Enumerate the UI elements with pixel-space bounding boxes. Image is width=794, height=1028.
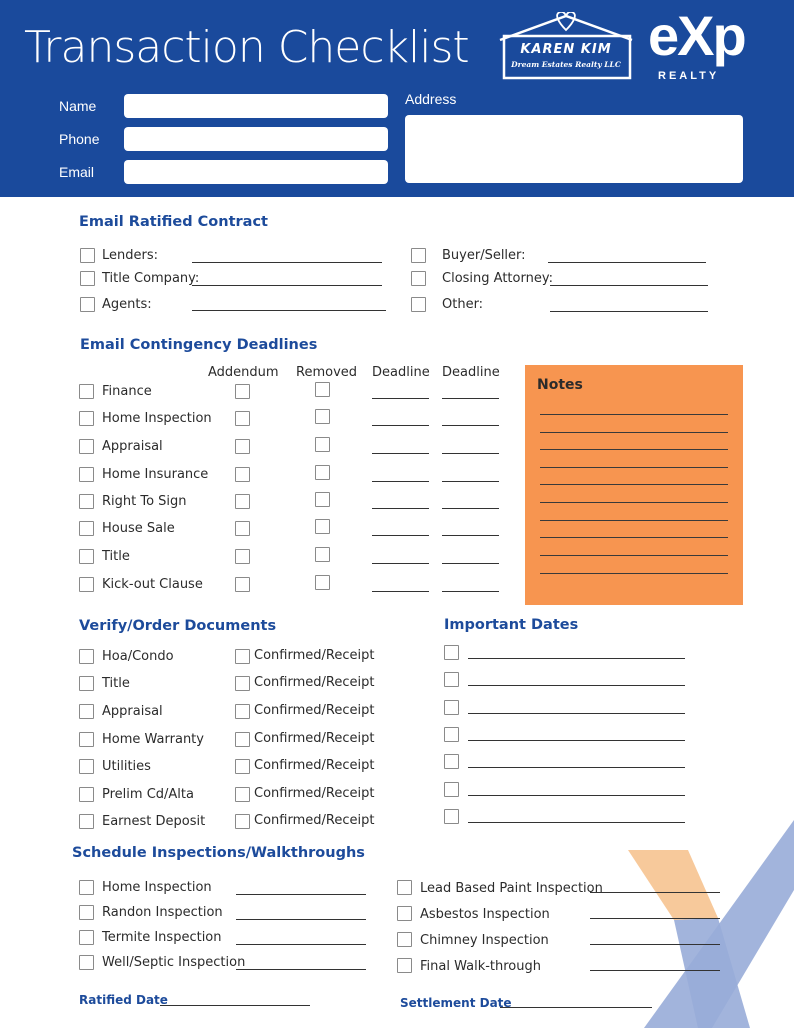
- notes-line[interactable]: [540, 502, 728, 503]
- deadline-line-1[interactable]: [372, 535, 429, 536]
- ratified-lenders-label: Lenders:: [102, 248, 158, 263]
- confirmed-checkbox[interactable]: [235, 732, 250, 747]
- exp-realty-logo: [648, 4, 770, 84]
- ratified-other-line[interactable]: [550, 311, 708, 312]
- ratified-buyer-seller-label: Buyer/Seller:: [442, 248, 526, 263]
- ratified-title-company-checkbox[interactable]: [80, 271, 95, 286]
- confirmed-receipt-label: Confirmed/Receipt: [254, 813, 375, 828]
- confirmed-checkbox[interactable]: [235, 814, 250, 829]
- date-line[interactable]: [468, 767, 685, 768]
- ratified-buyer-seller-line[interactable]: [548, 262, 706, 263]
- ratified-closing-attorney-checkbox[interactable]: [411, 271, 426, 286]
- logo-agent-name: KAREN KIM: [520, 42, 612, 57]
- contingency-label: Kick-out Clause: [102, 577, 203, 592]
- addendum-checkbox[interactable]: [235, 549, 250, 564]
- removed-checkbox[interactable]: [315, 382, 330, 397]
- contingency-checkbox[interactable]: [79, 577, 94, 592]
- date-checkbox[interactable]: [444, 782, 459, 797]
- ratified-other-label: Other:: [442, 297, 484, 312]
- email-label: Email: [59, 164, 95, 180]
- name-label: Name: [59, 98, 97, 114]
- confirmed-checkbox[interactable]: [235, 676, 250, 691]
- deadline-line-2[interactable]: [442, 563, 499, 564]
- document-checkbox[interactable]: [79, 649, 94, 664]
- date-checkbox[interactable]: [444, 754, 459, 769]
- removed-checkbox[interactable]: [315, 575, 330, 590]
- inspection-line[interactable]: [590, 892, 720, 893]
- addendum-checkbox[interactable]: [235, 439, 250, 454]
- inspection-line[interactable]: [590, 944, 720, 945]
- email-input[interactable]: [124, 160, 388, 184]
- addendum-checkbox[interactable]: [235, 467, 250, 482]
- inspection-checkbox[interactable]: [79, 905, 94, 920]
- inspection-checkbox[interactable]: [397, 932, 412, 947]
- contingency-label: House Sale: [102, 521, 175, 536]
- notes-line[interactable]: [540, 555, 728, 556]
- date-checkbox[interactable]: [444, 809, 459, 824]
- confirmed-receipt-label: Confirmed/Receipt: [254, 758, 375, 773]
- deadline-line-1[interactable]: [372, 398, 429, 399]
- contingency-checkbox[interactable]: [79, 521, 94, 536]
- dates-section-title: Important Dates: [444, 617, 579, 633]
- notes-line[interactable]: [540, 449, 728, 450]
- notes-line[interactable]: [540, 520, 728, 521]
- contingency-checkbox[interactable]: [79, 411, 94, 426]
- deadline-line-2[interactable]: [442, 453, 499, 454]
- deadline-line-1[interactable]: [372, 481, 429, 482]
- addendum-checkbox[interactable]: [235, 384, 250, 399]
- inspection-checkbox[interactable]: [397, 906, 412, 921]
- contingency-section-title: Email Contingency Deadlines: [80, 337, 318, 353]
- deadline-line-1[interactable]: [372, 508, 429, 509]
- contingency-checkbox[interactable]: [79, 467, 94, 482]
- ratified-lenders-checkbox[interactable]: [80, 248, 95, 263]
- ratified-date-label: Ratified Date: [79, 993, 168, 1007]
- confirmed-checkbox[interactable]: [235, 649, 250, 664]
- deadline-line-2[interactable]: [442, 535, 499, 536]
- deadline-line-1[interactable]: [372, 563, 429, 564]
- inspection-checkbox[interactable]: [397, 958, 412, 973]
- deadline-line-2[interactable]: [442, 425, 499, 426]
- header-banner: [0, 0, 794, 197]
- inspection-checkbox[interactable]: [79, 930, 94, 945]
- inspection-label: Well/Septic Inspection: [102, 955, 246, 970]
- removed-checkbox[interactable]: [315, 465, 330, 480]
- confirmed-receipt-label: Confirmed/Receipt: [254, 786, 375, 801]
- notes-line[interactable]: [540, 537, 728, 538]
- document-checkbox[interactable]: [79, 704, 94, 719]
- contingency-checkbox[interactable]: [79, 384, 94, 399]
- ratified-closing-attorney-label: Closing Attorney:: [442, 271, 553, 286]
- inspection-checkbox[interactable]: [79, 955, 94, 970]
- confirmed-receipt-label: Confirmed/Receipt: [254, 731, 375, 746]
- addendum-checkbox[interactable]: [235, 577, 250, 592]
- deadline-line-1[interactable]: [372, 425, 429, 426]
- inspections-section-title: Schedule Inspections/Walkthroughs: [72, 845, 365, 861]
- removed-checkbox[interactable]: [315, 437, 330, 452]
- inspection-label: Final Walk-through: [420, 959, 541, 974]
- document-label: Prelim Cd/Alta: [102, 787, 194, 802]
- confirmed-receipt-label: Confirmed/Receipt: [254, 675, 375, 690]
- document-label: Title: [102, 676, 130, 691]
- ratified-agents-label: Agents:: [102, 297, 152, 312]
- addendum-checkbox[interactable]: [235, 494, 250, 509]
- notes-line[interactable]: [540, 484, 728, 485]
- inspection-label: Home Inspection: [102, 880, 212, 895]
- date-line[interactable]: [468, 713, 685, 714]
- col-removed: Removed: [296, 365, 358, 380]
- date-checkbox[interactable]: [444, 700, 459, 715]
- inspection-checkbox[interactable]: [79, 880, 94, 895]
- inspection-label: Randon Inspection: [102, 905, 223, 920]
- document-label: Hoa/Condo: [102, 649, 174, 664]
- removed-checkbox[interactable]: [315, 409, 330, 424]
- document-label: Earnest Deposit: [102, 814, 206, 829]
- col-addendum: Addendum: [208, 365, 279, 380]
- phone-label: Phone: [59, 131, 100, 147]
- date-line[interactable]: [468, 822, 685, 823]
- contingency-label: Right To Sign: [102, 494, 187, 509]
- date-line[interactable]: [468, 658, 685, 659]
- deadline-line-2[interactable]: [442, 481, 499, 482]
- notes-line[interactable]: [540, 467, 728, 468]
- inspection-label: Asbestos Inspection: [420, 907, 550, 922]
- deadline-line-1[interactable]: [372, 453, 429, 454]
- document-label: Home Warranty: [102, 732, 204, 747]
- confirmed-checkbox[interactable]: [235, 704, 250, 719]
- contingency-checkbox[interactable]: [79, 439, 94, 454]
- deadline-line-2[interactable]: [442, 591, 499, 592]
- col-deadline-2: Deadline: [442, 365, 500, 380]
- inspection-checkbox[interactable]: [397, 880, 412, 895]
- date-checkbox[interactable]: [444, 672, 459, 687]
- date-line[interactable]: [468, 740, 685, 741]
- inspection-label: Chimney Inspection: [420, 933, 549, 948]
- notes-box[interactable]: [525, 365, 743, 605]
- notes-line[interactable]: [540, 432, 728, 433]
- deadline-line-1[interactable]: [372, 591, 429, 592]
- address-input[interactable]: [405, 115, 743, 183]
- contingency-checkbox[interactable]: [79, 549, 94, 564]
- ratified-closing-attorney-line[interactable]: [550, 285, 708, 286]
- name-input[interactable]: [124, 94, 388, 118]
- ratified-title-company-line[interactable]: [192, 285, 382, 286]
- addendum-checkbox[interactable]: [235, 521, 250, 536]
- ratified-other-checkbox[interactable]: [411, 297, 426, 312]
- contingency-label: Title: [102, 549, 130, 564]
- removed-checkbox[interactable]: [315, 492, 330, 507]
- karen-kim-logo: [498, 12, 634, 80]
- logo-company-name: Dream Estates Realty LLC: [511, 60, 621, 69]
- addendum-checkbox[interactable]: [235, 411, 250, 426]
- document-checkbox[interactable]: [79, 814, 94, 829]
- inspection-label: Termite Inspection: [102, 930, 222, 945]
- document-label: Utilities: [102, 759, 151, 774]
- col-deadline-1: Deadline: [372, 365, 430, 380]
- notes-title: Notes: [537, 377, 583, 393]
- notes-line[interactable]: [540, 414, 728, 415]
- confirmed-receipt-label: Confirmed/Receipt: [254, 648, 375, 663]
- page-title: Transaction Checklist: [24, 22, 469, 73]
- document-checkbox[interactable]: [79, 676, 94, 691]
- logo-brand: eXp: [648, 4, 745, 67]
- address-label: Address: [405, 91, 457, 107]
- ratified-section-title: Email Ratified Contract: [79, 214, 268, 230]
- confirmed-checkbox[interactable]: [235, 787, 250, 802]
- date-line[interactable]: [468, 685, 685, 686]
- date-checkbox[interactable]: [444, 727, 459, 742]
- inspection-line[interactable]: [236, 919, 366, 920]
- inspection-line[interactable]: [236, 969, 366, 970]
- inspection-line[interactable]: [236, 944, 366, 945]
- contingency-label: Appraisal: [102, 439, 163, 454]
- phone-input[interactable]: [124, 127, 388, 151]
- contingency-label: Home Insurance: [102, 467, 209, 482]
- ratified-agents-checkbox[interactable]: [80, 297, 95, 312]
- settlement-date-label: Settlement Date: [400, 996, 512, 1010]
- deadline-line-2[interactable]: [442, 398, 499, 399]
- document-checkbox[interactable]: [79, 732, 94, 747]
- ratified-buyer-seller-checkbox[interactable]: [411, 248, 426, 263]
- ratified-lenders-line[interactable]: [192, 262, 382, 263]
- ratified-date-line[interactable]: [160, 1005, 310, 1006]
- inspection-line[interactable]: [590, 918, 720, 919]
- document-checkbox[interactable]: [79, 759, 94, 774]
- inspection-line[interactable]: [236, 894, 366, 895]
- contingency-label: Home Inspection: [102, 411, 212, 426]
- removed-checkbox[interactable]: [315, 547, 330, 562]
- inspection-line[interactable]: [590, 970, 720, 971]
- date-checkbox[interactable]: [444, 645, 459, 660]
- confirmed-checkbox[interactable]: [235, 759, 250, 774]
- inspection-label: Lead Based Paint Inspection: [420, 881, 603, 896]
- documents-section-title: Verify/Order Documents: [79, 618, 277, 634]
- document-checkbox[interactable]: [79, 787, 94, 802]
- confirmed-receipt-label: Confirmed/Receipt: [254, 703, 375, 718]
- ratified-title-company-label: Title Company:: [102, 271, 200, 286]
- settlement-date-line[interactable]: [500, 1007, 652, 1008]
- date-line[interactable]: [468, 795, 685, 796]
- notes-line[interactable]: [540, 573, 728, 574]
- deadline-line-2[interactable]: [442, 508, 499, 509]
- removed-checkbox[interactable]: [315, 519, 330, 534]
- ratified-agents-line[interactable]: [192, 310, 386, 311]
- exp-x-watermark-icon: [600, 820, 794, 1028]
- document-label: Appraisal: [102, 704, 163, 719]
- logo-brand-sub: REALTY: [658, 70, 720, 82]
- contingency-checkbox[interactable]: [79, 494, 94, 509]
- contingency-label: Finance: [102, 384, 152, 399]
